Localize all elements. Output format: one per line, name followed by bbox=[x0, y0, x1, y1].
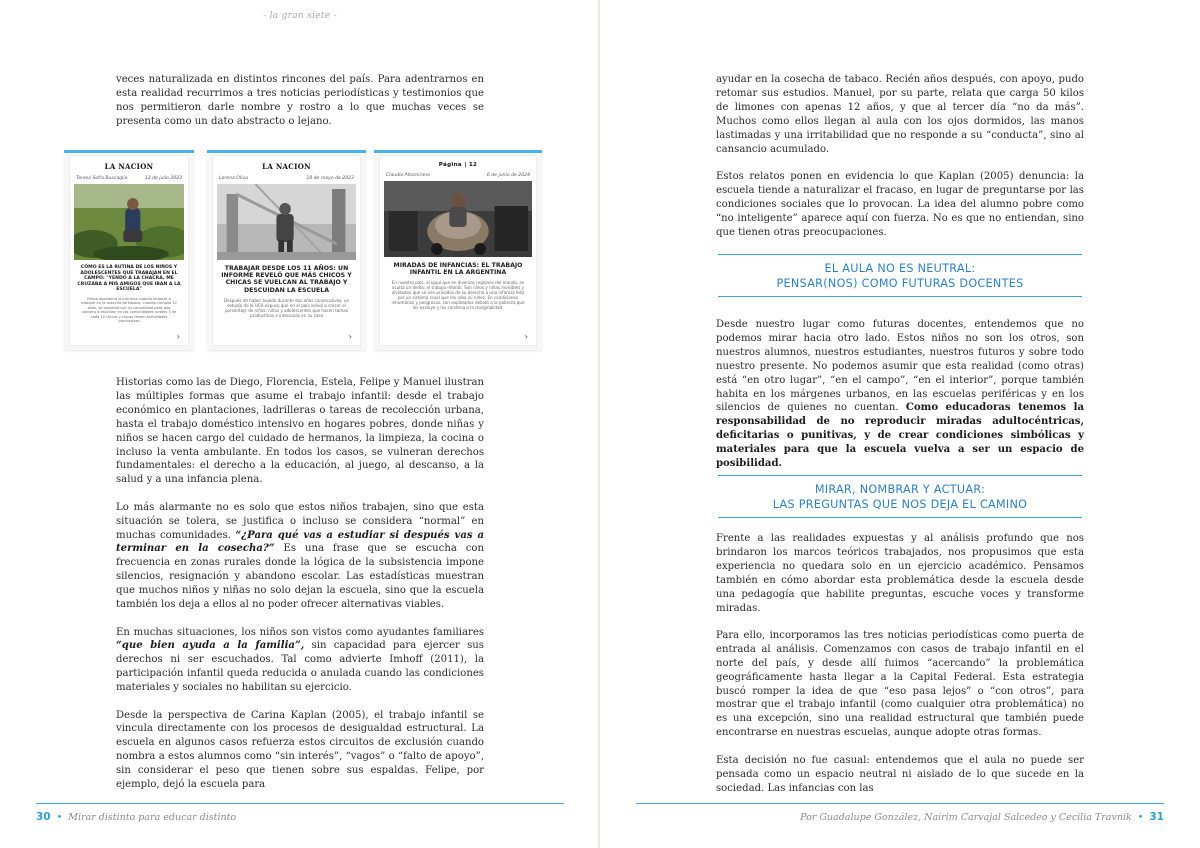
news-source-logo: Página | 12 bbox=[438, 162, 478, 168]
footer-rule-right bbox=[636, 803, 1164, 804]
paragraph-text: sin capacidad para ejercer sus derechos ni ser escuchados. Tal como advierte Imhoff (2011), la participación infantil queda reducida o anulada cuando las condiciones materiales y sociales no habilitan su ejercicio. bbox=[116, 640, 484, 694]
chevron-right-icon[interactable]: › bbox=[348, 332, 352, 341]
paragraph-realidades: Frente a las realidades expuestas y al análisis profundo que nos brindaron los marcos teóricos trabajados, nos propusimos que esta experiencia no quedara solo en un ejercicio académico. Pensamos también en cómo abordar esta problemática desde la escuela desde una pedagogía que habilite preguntas, escuche voces y transforme miradas. bbox=[716, 533, 1084, 614]
section-title-line: EL AULA NO ES NEUTRAL: bbox=[824, 262, 976, 275]
right-body-middle bbox=[716, 318, 1084, 484]
paragraph-alarmante bbox=[116, 501, 484, 612]
section-heading-aula bbox=[718, 254, 1082, 297]
news-headline: CÓMO ES LA RUTINA DE LOS NIÑOS Y ADOLESCENTES QUE TRABAJAN EN EL CAMPO: "YENDO A LA CHACRA, ME CRUZABA A MIS AMIGOS QUE IBAN A LA ESCUELA" bbox=[77, 265, 181, 293]
paragraph-text: En muchas situaciones, los niños son vistos como ayudantes familiares bbox=[116, 626, 484, 638]
news-source-logo: LA NACION bbox=[104, 162, 154, 171]
section-title-line: MIRAR, NOMBRAR Y ACTUAR: bbox=[814, 483, 986, 496]
news-author: Lorena Oliva bbox=[219, 176, 248, 181]
news-photo-child-in-field bbox=[74, 184, 184, 260]
paragraph-text: Es una frase que se escucha con frecuencia en zonas rurales donde la lógica de la subsistencia impone silencios, resignación y abandono escolar. Las estadísticas muestran que muchos niños y niñas no solo dejan la escuela, sino que la escuela también los deja a ellos al no poder ofrecer alternativas viables. bbox=[116, 543, 484, 611]
paragraph-kaplan-denuncia: Estos relatos ponen en evidencia lo que Kaplan (2005) denuncia: la escuela tiende a naturalizar el fracaso, en lugar de preguntarse por las condiciones sociales que lo provocan. La idea del alumno pobre como “no inteligente” aparece aquí con fuerza. No es que no entiendan, sino que tienen otras preocupaciones. bbox=[716, 170, 1084, 238]
section-rule-top bbox=[718, 475, 1082, 476]
section-rule-bottom bbox=[718, 296, 1082, 297]
left-body bbox=[116, 376, 484, 805]
page-number: 30 bbox=[36, 811, 51, 823]
running-head-left: - la gran siete - bbox=[263, 11, 337, 21]
news-meta bbox=[213, 171, 360, 184]
paragraph-decision: Esta decisión no fue casual: entendemos que el aula no puede ser pensada como un espacio neutral ni aislado de lo que sucede en la sociedad. Las infancias con las bbox=[716, 754, 1084, 794]
quote-text: “¿Para qué vas a estudiar si después vas a terminar en la cosecha?” bbox=[116, 529, 484, 555]
bullet-icon: • bbox=[1137, 812, 1144, 823]
paragraph-cosecha: ayudar en la cosecha de tabaco. Recién años después, con apoyo, pudo retomar sus estudios. Manuel, por su parte, relata que carga 50 kilos de limones con apenas 12 años, y que al tercer día “no da más”. Muchos como ellos llegan al aula con los ojos dormidos, las manos lastimadas y una irritabilidad que no responde a su “conducta”, sino al cansancio acumulado. bbox=[716, 74, 1084, 155]
intro-paragraph bbox=[116, 73, 484, 142]
page-number: 31 bbox=[1149, 811, 1164, 823]
news-card-2-body bbox=[212, 155, 361, 346]
footer-authors: Por Guadalupe González, Nairim Carvajal Salcedeo y Cecilia Travnik bbox=[800, 812, 1132, 823]
section-rule-bottom bbox=[718, 517, 1082, 518]
news-date: 12 de julio 2023 bbox=[144, 176, 182, 181]
chevron-right-icon[interactable]: › bbox=[524, 332, 528, 341]
paragraph-ayudantes bbox=[116, 626, 484, 696]
chevron-right-icon[interactable]: › bbox=[176, 332, 180, 341]
news-headline: MIRADAS DE INFANCIAS: EL TRABAJO INFANTIL EN LA ARGENTINA bbox=[393, 262, 523, 277]
emphasis-text: Como educadoras tenemos la responsabilidad de no reproducir miradas adultocéntricas, deficitarias o punitivas, y de crear condiciones simbólicas y materiales para que la escuela vuelva a ser un espacio de posibilidad. bbox=[716, 402, 1084, 470]
footer-left bbox=[36, 811, 236, 823]
news-author: Teresa Sofía Buscaglia bbox=[76, 176, 128, 181]
section-title bbox=[718, 261, 1082, 291]
section-title-line: LAS PREGUNTAS QUE NOS DEJA EL CAMINO bbox=[772, 498, 1028, 511]
news-card-1-body bbox=[69, 155, 189, 346]
news-photo-child-carrying-load bbox=[217, 184, 356, 260]
section-title bbox=[718, 482, 1082, 512]
news-meta bbox=[70, 171, 188, 184]
section-title-line: PENSAR(NOS) COMO FUTURAS DOCENTES bbox=[776, 277, 1024, 290]
news-card-3-body bbox=[379, 155, 537, 346]
footer-right bbox=[800, 811, 1164, 823]
news-headline: TRABAJAR DESDE LOS 11 AÑOS: UN INFORME REVELÓ QUE MÁS CHICOS Y CHICAS SE VUELCAN AL TRABAJO Y DESCUIDAN LA ESCUELA bbox=[221, 265, 352, 294]
paragraph-kaplan: Desde la perspectiva de Carina Kaplan (2005), el trabajo infantil se vincula directamente con los procesos de desigualdad estructural. La escuela en algunos casos refuerza estos circuitos de exclusión cuando nombra a estos alumnos como “sin interés”, “vagos” o “falto de apoyo”, sin considerar el peso que tienen sobre sus espaldas. Felipe, por ejemplo, dejó la escuela para bbox=[116, 709, 484, 791]
news-photo-child-with-cart bbox=[384, 181, 532, 257]
news-summary: En nuestro país, al igual que en diversas regiones del mundo, se oculta un delito: el trabajo infantil. Son niños y niñas invisibles y olvidados que se ven privados de su derecho a una infancia feliz por un sistema cruel que les roba su niñez. En condiciones inhumanas y peligrosas, son explotados debido a la pobreza que los excluye y los condena a la marginalidad. bbox=[391, 280, 525, 311]
paragraph-noticias: Para ello, incorporamos las tres noticias periodísticas como puerta de entrada al análisis. Comenzamos con casos de trabajo infantil en el norte del país, y desde allí fuimos “acercando” la problemática geográficamente hasta llegar a la Capital Federal. Esta estrategia buscó romper la idea de que “eso pasa lejos” o “con otros”, para mostrar que el trabajo infantil (como cualquier otra problemática) no es una excepción, sino una realidad estructural que también puede encontrarse en nuestras escuelas, aunque adopte otras formas. bbox=[716, 629, 1084, 739]
section-heading-mirar bbox=[718, 475, 1082, 518]
bullet-icon: • bbox=[56, 812, 63, 823]
news-summary: Felipe abandonó la primaria cuando empezó a trabajar en la cosecha de tabaco; cuando cumplió 12 años, se organizó con su comunidad para que volviera a estudiar; en las comunidades rurales 1 de cada 10 chicos y chicas tienen actividades productivas bbox=[81, 296, 177, 323]
footer-rule bbox=[36, 803, 564, 804]
news-date: 18 de mayo de 2023 bbox=[306, 176, 354, 181]
right-body-top bbox=[716, 73, 1084, 253]
paragraph-text: Desde nuestro lugar como futuras docentes, entendemos que no podemos mirar hacia otro lado. Estos niños no son los otros, son nuestros alumnos, nuestros estudiantes, nuestros futuros y sobre todo nuestro presente. No podemos asumir que esta realidad (como otras) está “en otro lugar”, “en el campo”, “en el interior”, porque también habita en los márgenes urbanos, en las escuelas periféricas y en los silencios de quienes no cuentan. bbox=[716, 319, 1084, 414]
news-source-logo: LA NACION bbox=[262, 162, 311, 171]
news-summary: Después de haber bajado durante dos años consecutivos, un estudio de la UCA expuso que en el país volvió a crecer el porcentaje de niños, niñas y adolescentes que hacen tareas productivas e intensivas en su casa bbox=[223, 297, 350, 318]
news-author: Claudio Altamirano bbox=[386, 173, 430, 178]
paragraph-historias: Historias como las de Diego, Florencia, Estela, Felipe y Manuel ilustran las múltiples formas que asume el trabajo infantil: desde el trabajo económico en plantaciones, ladrilleras o tareas de recolección urbana, hasta el trabajo doméstico intensivo en hogares pobres, donde niñas y niños se hacen cargo del cuidado de hermanos, la limpieza, la cocina o incluso la venta ambulante. En todos los casos, se vulneran derechos fundamentales: el derecho a la educación, al juego, al descanso, a la salud y a una infancia plena. bbox=[116, 377, 484, 486]
news-card-3[interactable] bbox=[374, 150, 542, 350]
footer-title: Mirar distinto para educar distinto bbox=[68, 812, 237, 823]
paragraph-text: Lo más alarmante no es solo que estos niños trabajen, sino que esta situación se tolera, se justifica o incluso se considera “normal” en muchas comunidades. bbox=[116, 501, 484, 541]
paragraph-futuras-docentes bbox=[716, 318, 1084, 471]
news-meta bbox=[380, 168, 536, 181]
section-rule-top bbox=[718, 254, 1082, 255]
quote-text: “que bien ayuda a la familia”, bbox=[116, 640, 305, 652]
right-body-bottom bbox=[716, 532, 1084, 809]
news-card-2[interactable] bbox=[207, 150, 366, 350]
intro-text: veces naturalizada en distintos rincones del país. Para adentrarnos en esta realidad recurrimos a tres noticias periodísticas y testimonios que nos permitieron darle nombre y rostro a lo que muchas veces se presenta como un dato abstracto o lejano. bbox=[116, 74, 484, 127]
news-card-1[interactable] bbox=[64, 150, 194, 350]
news-date: 6 de junio de 2024 bbox=[486, 173, 530, 178]
